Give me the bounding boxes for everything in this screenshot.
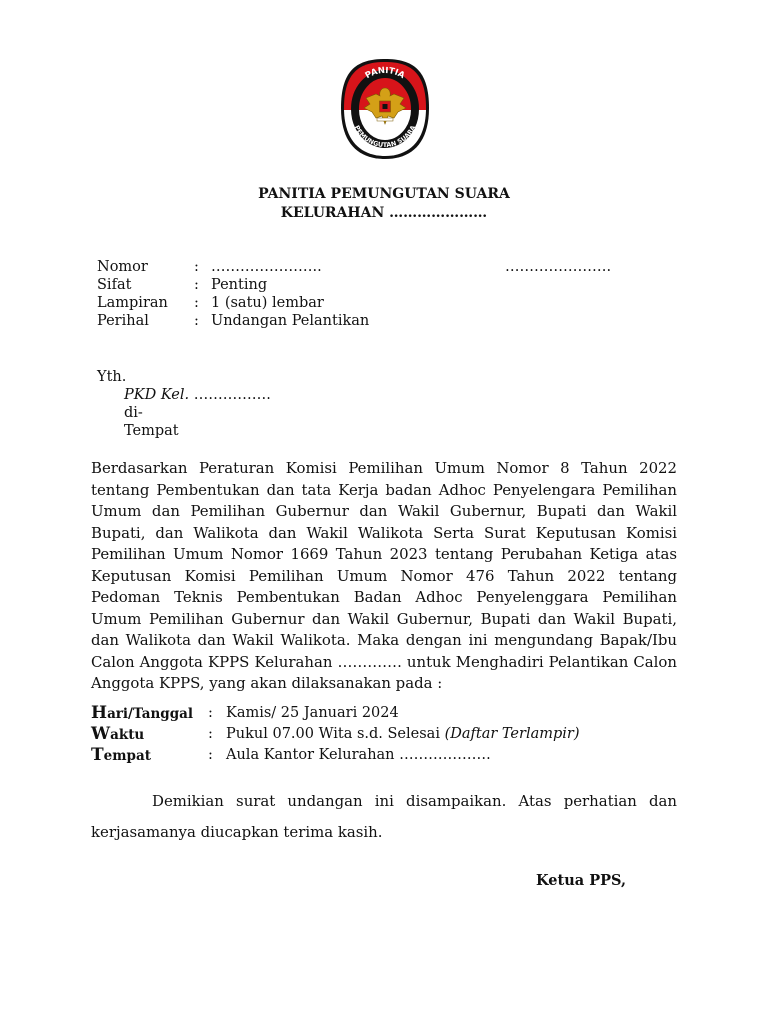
logo-text-top: PANITIA bbox=[363, 65, 407, 82]
meta-colon: : bbox=[194, 313, 199, 329]
recipient-name-italic: PKD Kel. bbox=[124, 387, 190, 403]
event-value: Kamis/ 25 Januari 2024 bbox=[226, 705, 399, 721]
letter-subtitle: KELURAHAN ………………… bbox=[280, 205, 488, 221]
event-label: Hari/Tanggal bbox=[91, 703, 194, 723]
recipient-di: di- bbox=[124, 405, 143, 421]
event-colon: : bbox=[208, 747, 213, 763]
body-paragraph: Berdasarkan Peraturan Komisi Pemilihan Umum Nomor 8 Tahun 2022 tentang Pembentukan dan tata Kerja badan Adhoc Penyelengara Pemilihan Umum dan Pemilihan Gubernur dan Wakil Gubernur, Bupati dan Wakil Bupati, dan Walikota dan Wakil Walikota Serta Surat Keputusan Komisi Pemilihan Umum Nomor 1669 Tahun 2023 tentang Perubahan Ketiga atas Keputusan Komisi Pemilihan Umum Nomor 476 Tahun 2022 tentang Pedoman Teknis Pembentukan Badan Adhoc Penyelenggara Pemilihan Umum Pemilihan Gubernur dan Wakil Gubernur, Bupati dan Wakil Bupati, dan Walikota dan Wakil Walikota. Maka dengan ini mengundang Bapak/Ibu Calon Anggota KPPS Kelurahan …………. untuk Menghadiri Pelantikan Calon Anggota KPPS, yang akan dilaksanakan pada : bbox=[91, 459, 677, 692]
event-colon: : bbox=[208, 726, 213, 742]
event-label: Waktu bbox=[91, 724, 145, 744]
kpu-logo bbox=[340, 58, 430, 160]
event-value: Pukul 07.00 Wita s.d. Selesai (Daftar Terlampir) bbox=[226, 726, 580, 742]
meta-value: ………………….. bbox=[211, 259, 322, 275]
meta-label: Sifat bbox=[97, 277, 132, 293]
signature-title: Ketua PPS, bbox=[536, 872, 627, 889]
meta-value: Penting bbox=[211, 277, 268, 293]
meta-colon: : bbox=[194, 295, 199, 311]
event-colon: : bbox=[208, 705, 213, 721]
meta-value: 1 (satu) lembar bbox=[211, 295, 324, 311]
meta-label: Lampiran bbox=[97, 295, 168, 311]
meta-date-placeholder: …………………. bbox=[505, 259, 612, 275]
meta-label: Perihal bbox=[97, 313, 149, 329]
event-label: Tempat bbox=[91, 745, 151, 765]
recipient-place: Tempat bbox=[124, 423, 179, 439]
logo-text-bottom: PEMUNGUTAN SUARA bbox=[352, 124, 418, 150]
meta-label: Nomor bbox=[97, 259, 148, 275]
meta-colon: : bbox=[194, 277, 199, 293]
event-value: Aula Kantor Kelurahan ………………. bbox=[226, 747, 491, 763]
meta-colon: : bbox=[194, 259, 199, 275]
letter-title: PANITIA PEMUNGUTAN SUARA bbox=[258, 186, 510, 202]
recipient-name bbox=[124, 387, 271, 403]
recipient-name-dots: ……………. bbox=[189, 387, 271, 403]
meta-value: Undangan Pelantikan bbox=[211, 313, 370, 329]
closing-paragraph: Demikian surat undangan ini disampaikan. Atas perhatian dan kerjasamanya diucapkan terima kasih. bbox=[91, 792, 677, 841]
recipient-yth: Yth. bbox=[97, 369, 127, 385]
